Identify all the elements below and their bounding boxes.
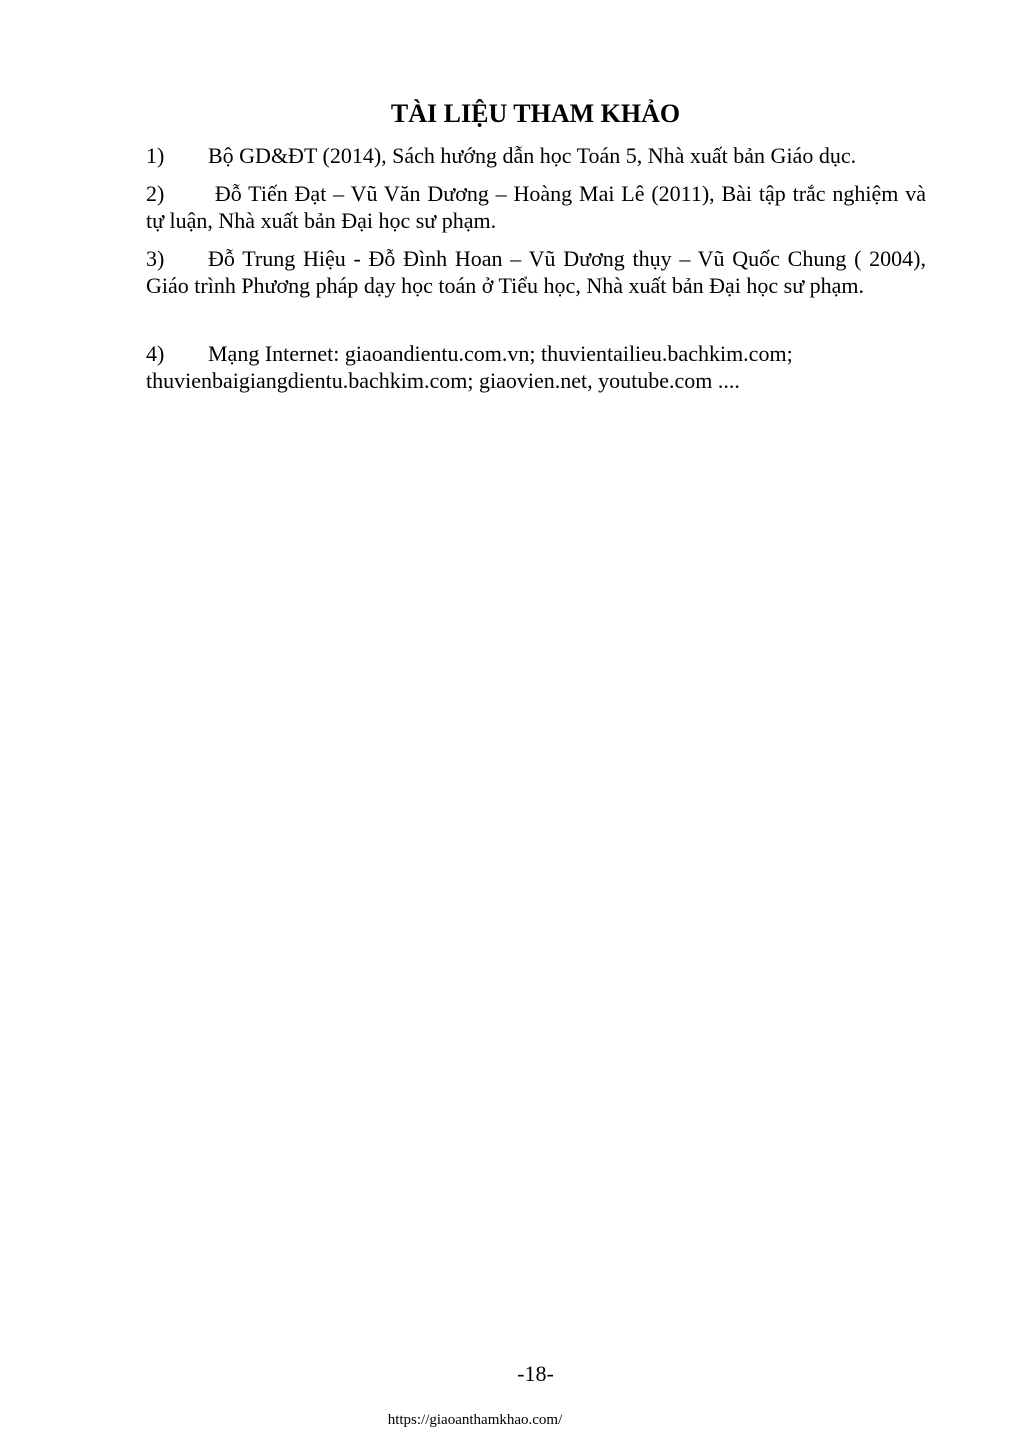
reference-text: Bộ GD&ĐT (2014), Sách hướng dẫn học Toán 5, Nhà xuất bản Giáo dục. [208, 143, 857, 168]
reference-number: 3) [146, 246, 165, 271]
reference-item [146, 340, 926, 394]
reference-number: 1) [146, 143, 165, 168]
page-title: TÀI LIỆU THAM KHẢO [390, 99, 681, 128]
reference-number: 2) [146, 181, 165, 206]
footer-url: https://giaoanthamkhao.com/ [387, 1412, 563, 1428]
reference-item [146, 245, 926, 299]
reference-text: Mạng Internet: giaoandientu.com.vn; thuvientailieu.bachkim.com; thuvienbaigiangdientu.bachkim.com; giaovien.net, youtube.com .... [146, 341, 793, 393]
page-number: -18- [517, 1361, 554, 1386]
reference-item [146, 180, 926, 234]
reference-text: Đỗ Tiến Đạt – Vũ Văn Dương – Hoàng Mai Lê (2011), Bài tập trắc nghiệm và tự luận, Nhà xuất bản Đại học sư phạm. [146, 181, 926, 233]
reference-item [146, 142, 926, 169]
reference-number: 4) [146, 341, 165, 366]
reference-text: Đỗ Trung Hiệu - Đỗ Đình Hoan – Vũ Dương thụy – Vũ Quốc Chung ( 2004), Giáo trình Phương pháp dạy học toán ở Tiểu học, Nhà xuất bản Đại học sư phạm. [146, 246, 926, 298]
